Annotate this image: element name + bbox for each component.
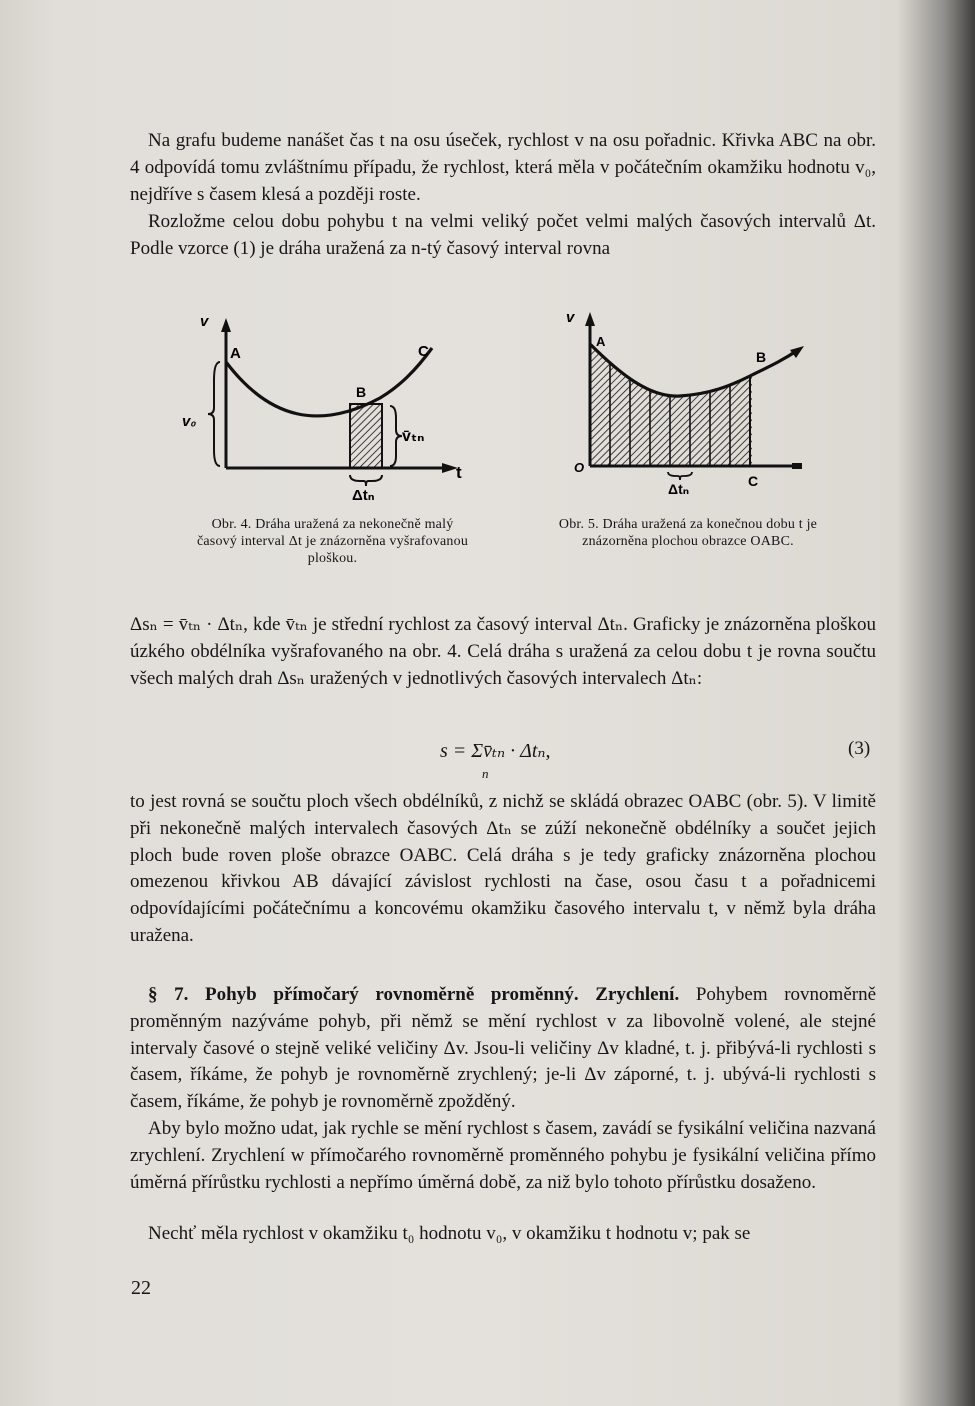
- fig4-label-c: C: [418, 343, 429, 360]
- paragraph-7-text: Nechť měla rychlost v okamžiku t₀ hodnotu v₀, v okamžiku t hodnotu v; pak se: [148, 1223, 751, 1244]
- fig4-label-t: t: [456, 463, 462, 482]
- hatched-area: [590, 330, 752, 466]
- fig4-label-b: B: [356, 384, 367, 400]
- paragraph-6-text: Aby bylo možno udat, jak rychle se mění rychlost s časem, zavádí se fysikální veličina nazvaná zrychlení. Zrychlení w přímočarého rovnoměrně proměnného pohybu je fysikální veličina přímo úměrná přírůstku rychlosti a nepřímo úměrná době, za niž bylo tohoto přírůstku dosaženo.: [130, 1118, 876, 1193]
- v-axis-arrow: [585, 312, 595, 326]
- paragraph-2-text: Rozložme celou dobu pohybu t na velmi veliký počet velmi malých časových intervalů Δt. Podle vzorce (1) je dráha uražená za n-tý časový interval rovna: [130, 211, 876, 259]
- fig5-label-a: A: [596, 334, 606, 349]
- fig4-label-dtn: Δtₙ: [352, 487, 375, 504]
- paragraph-2: [130, 209, 876, 263]
- paragraph-4: [130, 789, 876, 950]
- hatched-strip: [350, 404, 382, 468]
- paragraph-4-text: to jest rovná se součtu ploch všech obdélníků, z nichž se skládá obrazec OABC (obr. 5). V limitě při nekonečně malých intervalech časových Δtₙ se zúží nekonečně obdélníky a součet jejich ploch bude roven ploše obrazce OABC. Celá dráha s je tedy graficky znázorněna plochou omezenou křivkou AB dávající závislost rychlosti na čase, osou času t a pořadnicemi odpovídajícími počátečnímu a koncovému okamžiku časového intervalu t, v němž byla dráha uražena.: [130, 791, 876, 946]
- fig5-label-v: v: [566, 309, 575, 326]
- paragraph-7: [130, 1221, 876, 1248]
- figure-4-diagram: [180, 300, 490, 510]
- fig5-label-o: O: [574, 460, 585, 475]
- formula-text: s = Σv̄ₜₙ · Δtₙ,: [440, 740, 551, 762]
- section-heading: § 7. Pohyb přímočarý rovnoměrně proměnný. Zrychlení.: [148, 984, 680, 1005]
- paragraph-6: [130, 1116, 876, 1196]
- v0-brace: [208, 362, 220, 466]
- section-7: [130, 982, 876, 1116]
- paragraph-3-text: Δsₙ = v̄ₜₙ · Δtₙ, kde v̄ₜₙ je střední rychlost za časový interval Δtₙ. Graficky je znázorněna ploškou úzkého obdélníka vyšrafovaného na obr. 4. Celá dráha s uražená za celou dobu t je rovna součtu všech malých drah Δsₙ uražených v jednotlivých časových intervalech Δtₙ:: [130, 614, 876, 689]
- fig5-label-c: C: [748, 473, 759, 489]
- figure-5-caption: Obr. 5. Dráha uražená za konečnou dobu t je znázorněna plochou obrazce OABC.: [558, 517, 818, 549]
- fig5-label-b: B: [756, 349, 767, 365]
- equation-number: (3): [848, 738, 871, 759]
- fig4-label-a: A: [230, 345, 241, 362]
- formula-subscript: n: [482, 766, 489, 781]
- fig4-label-v: v: [200, 313, 209, 330]
- paragraph-3: [130, 612, 876, 692]
- figure-5-diagram: [560, 300, 820, 500]
- curve-abc: [226, 348, 432, 416]
- curve-arrow: [790, 346, 804, 358]
- formula-3: [440, 738, 550, 763]
- figure-4-caption: Obr. 4. Dráha uražená za nekonečně malý časový interval Δt je znázorněna vyšrafovanou ploškou.: [196, 517, 469, 566]
- paragraph-5-text: Pohybem rovnoměrně proměnným nazýváme pohyb, při němž se mění rychlost v za libovolně volené, ale stejné intervaly časové o stejně veliké veličiny Δv. Jsou-li veličiny Δv kladné, t. j. přibývá-li rychlosti s časem, říkáme, že pohyb je rovnoměrně zrychlený; je-li Δv záporné, t. j. ubývá-li rychlosti s časem, říkáme, že pohyb je rovnoměrně zpožděný.: [130, 984, 877, 1113]
- v-axis-arrow: [221, 318, 231, 332]
- dtn-brace: [350, 475, 382, 486]
- paragraph-1-text: Na grafu budeme nanášet čas t na osu úseček, rychlost v na osu pořadnic. Křivka ABC na obr. 4 odpovídá tomu zvláštnímu případu, že rychlost, která měla v počátečním okamžiku hodnotu v₀, nejdříve s časem klesá a později roste.: [130, 130, 876, 205]
- page-number: 22: [131, 1277, 151, 1299]
- paragraph-1: [130, 128, 876, 208]
- fig4-label-vtn: v̄ₜₙ: [402, 428, 425, 445]
- t-axis-end: [792, 463, 802, 469]
- fig4-label-v0: v₀: [182, 413, 197, 430]
- fig5-label-dtn: Δtₙ: [668, 481, 690, 497]
- dtn-brace: [668, 472, 692, 480]
- vtn-brace: [390, 406, 402, 466]
